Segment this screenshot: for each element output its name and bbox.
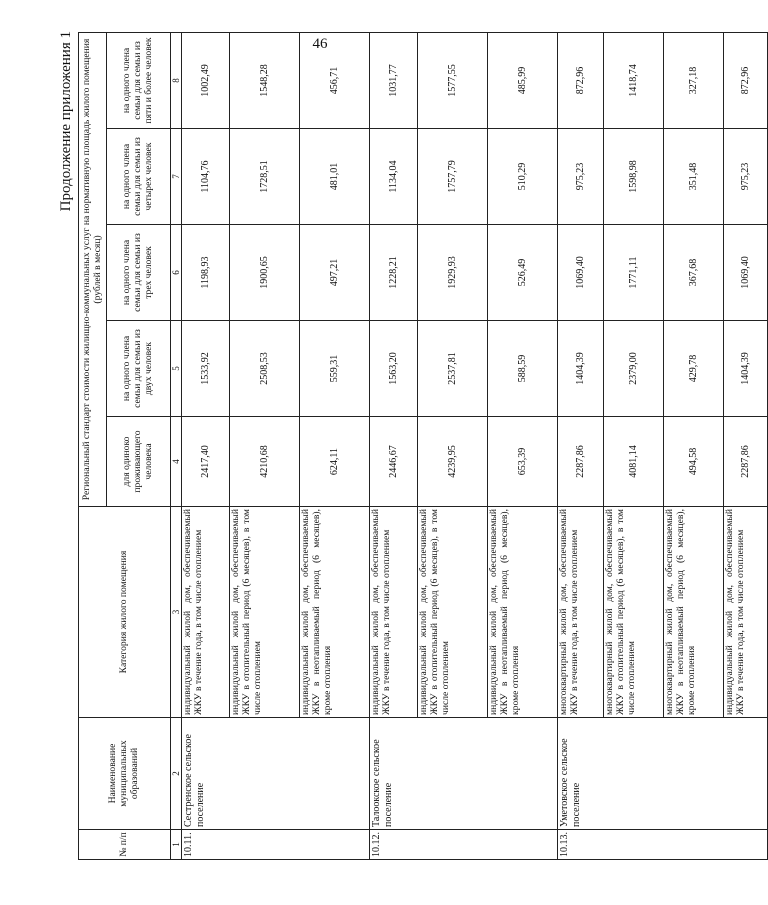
municipality-name: Уметовское сельское поселение (558, 718, 768, 830)
value-cell: 429,78 (664, 321, 724, 417)
value-cell: 367,68 (664, 225, 724, 321)
value-cell: 1228,21 (370, 225, 418, 321)
value-cell: 1757,79 (418, 129, 488, 225)
header-sub-five: на одного члена семьи для семьи из пяти и более человек (107, 32, 171, 128)
value-cell: 624,11 (300, 417, 370, 507)
category-cell: индивидуальный жилой дом, обеспечиваемый ЖКУ в отопительный период (6 месяцев), в том числе отоплением (418, 507, 488, 718)
header-sub-four: на одного члена семьи для семьи из четырех человек (107, 129, 171, 225)
header-sub-single: для одиноко проживающего человека (107, 417, 171, 507)
value-cell: 975,23 (724, 129, 768, 225)
col-number: 2 (171, 718, 182, 830)
header-category: Категория жилого помещения (79, 507, 171, 718)
value-cell: 497,21 (300, 225, 370, 321)
continuation-note: Продолжение приложения 1 (58, 31, 74, 212)
category-cell: многоквартирный жилой дом, обеспечиваемый ЖКУ в течение года, в том числе отоплением (558, 507, 604, 718)
value-cell: 653,39 (488, 417, 558, 507)
value-cell: 351,48 (664, 129, 724, 225)
row-index: 10.13. (558, 830, 768, 860)
value-cell: 1900,65 (230, 225, 300, 321)
municipality-name: Сестренское сельское поселение (182, 718, 370, 830)
col-number: 1 (171, 830, 182, 860)
value-cell: 2446,67 (370, 417, 418, 507)
value-cell: 1533,92 (182, 321, 230, 417)
header-standard-title: Региональный стандарт стоимости жилищно-коммунальных услуг на нормативную площадь жилого помещения (рублей в месяц) (79, 32, 107, 506)
header-num: № п/п (79, 830, 171, 860)
value-cell: 456,71 (300, 32, 370, 128)
value-cell: 872,96 (724, 32, 768, 128)
category-cell: индивидуальный жилой дом, обеспечиваемый ЖКУ в течение года, в том числе отоплением (182, 507, 230, 718)
rotated-page-content (0, 25, 752, 880)
value-cell: 510,29 (488, 129, 558, 225)
value-cell: 1404,39 (724, 321, 768, 417)
category-cell: многоквартирный жилой дом, обеспечиваемый ЖКУ в отопительный период (6 месяцев), в том числе отоплением (604, 507, 664, 718)
col-number: 3 (171, 507, 182, 718)
value-cell: 1198,93 (182, 225, 230, 321)
value-cell: 1577,55 (418, 32, 488, 128)
value-cell: 975,23 (558, 129, 604, 225)
value-cell: 1069,40 (724, 225, 768, 321)
value-cell: 872,96 (558, 32, 604, 128)
page-number: 46 (312, 36, 328, 52)
value-cell: 485,99 (488, 32, 558, 128)
category-cell: многоквартирный жилой дом, обеспечиваемый ЖКУ в неотапливаемый период (6 месяцев), кроме отопления (664, 507, 724, 718)
category-cell: индивидуальный жилой дом, обеспечиваемый ЖКУ в течение года, в том числе отоплением (370, 507, 418, 718)
value-cell: 2287,86 (724, 417, 768, 507)
value-cell: 2508,53 (230, 321, 300, 417)
value-cell: 1548,28 (230, 32, 300, 128)
header-sub-three: на одного члена семьи для семьи из трех человек (107, 225, 171, 321)
value-cell: 1134,04 (370, 129, 418, 225)
value-cell: 1002,49 (182, 32, 230, 128)
value-cell: 1031,77 (370, 32, 418, 128)
header-municipality: Наименование муниципальных образований (79, 718, 171, 830)
table-row (182, 32, 230, 859)
value-cell: 4210,68 (230, 417, 300, 507)
value-cell: 559,31 (300, 321, 370, 417)
municipality-name: Талоокское сельское поселение (370, 718, 558, 830)
value-cell: 4239,95 (418, 417, 488, 507)
category-cell: индивидуальный жилой дом, обеспечиваемый ЖКУ в течение года, в том числе отоплением (724, 507, 768, 718)
col-number: 7 (171, 129, 182, 225)
row-index: 10.11. (182, 830, 370, 860)
value-cell: 1104,76 (182, 129, 230, 225)
table-row (370, 32, 418, 859)
header-row-top (79, 32, 107, 859)
header-sub-two: на одного члена семьи для семьи из двух человек (107, 321, 171, 417)
value-cell: 526,49 (488, 225, 558, 321)
row-index: 10.12. (370, 830, 558, 860)
col-number: 4 (171, 417, 182, 507)
category-cell: индивидуальный жилой дом, обеспечиваемый ЖКУ в неотапливаемый период (6 месяцев), кроме отопления (300, 507, 370, 718)
value-cell: 1404,39 (558, 321, 604, 417)
value-cell: 1728,51 (230, 129, 300, 225)
category-cell: индивидуальный жилой дом, обеспечиваемый ЖКУ в неотапливаемый период (6 месяцев), кроме отопления (488, 507, 558, 718)
value-cell: 1771,11 (604, 225, 664, 321)
value-cell: 2417,40 (182, 417, 230, 507)
value-cell: 2537,81 (418, 321, 488, 417)
value-cell: 481,01 (300, 129, 370, 225)
value-cell: 4081,14 (604, 417, 664, 507)
standard-cost-table (78, 32, 768, 860)
col-number: 6 (171, 225, 182, 321)
value-cell: 1563,20 (370, 321, 418, 417)
value-cell: 588,59 (488, 321, 558, 417)
value-cell: 1069,40 (558, 225, 604, 321)
value-cell: 494,58 (664, 417, 724, 507)
value-cell: 2287,86 (558, 417, 604, 507)
value-cell: 1929,93 (418, 225, 488, 321)
value-cell: 327,18 (664, 32, 724, 128)
col-number: 5 (171, 321, 182, 417)
value-cell: 2379,00 (604, 321, 664, 417)
table-row (558, 32, 604, 859)
column-number-row (171, 32, 182, 859)
value-cell: 1418,74 (604, 32, 664, 128)
category-cell: индивидуальный жилой дом, обеспечиваемый ЖКУ в отопительный период (6 месяцев), в том числе отоплением (230, 507, 300, 718)
value-cell: 1598,98 (604, 129, 664, 225)
col-number: 8 (171, 32, 182, 128)
